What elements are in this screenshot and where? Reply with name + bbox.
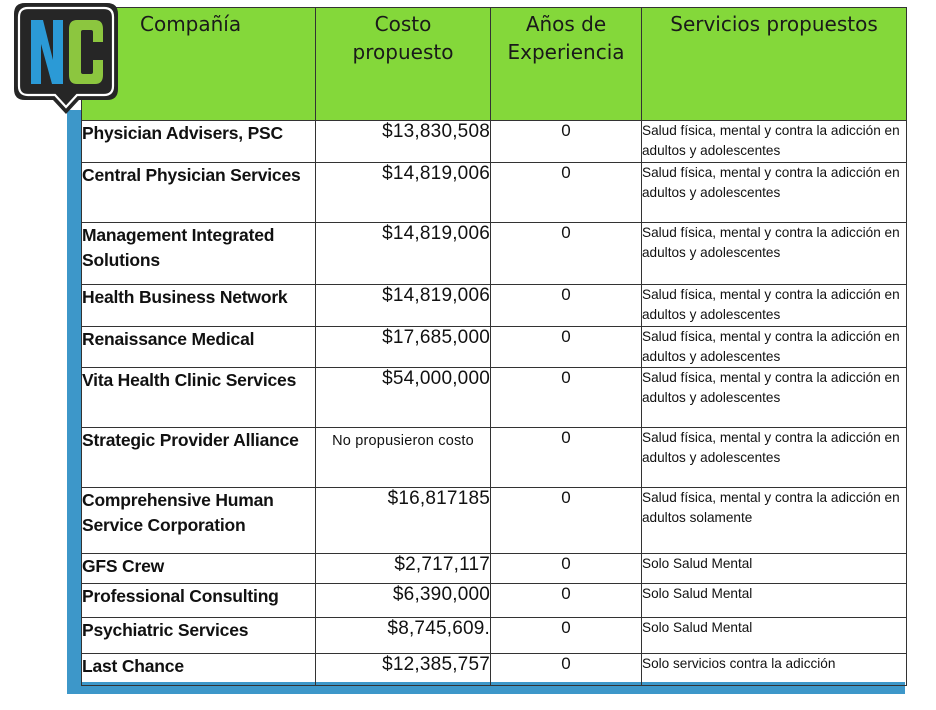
company-cell: Physician Advisers, PSC: [82, 121, 316, 163]
header-cost: [316, 8, 491, 121]
years-cell: 0: [491, 327, 642, 368]
years-cell: 0: [491, 488, 642, 554]
services-cell: Solo servicios contra la adicción: [642, 654, 907, 686]
cost-cell: $14,819,006: [316, 223, 491, 285]
header-years: [491, 8, 642, 121]
services-cell: Solo Salud Mental: [642, 618, 907, 654]
header-services-label: Servicios propuestos: [670, 12, 878, 36]
nc-logo: [13, 2, 119, 115]
header-years-line1: Años de: [525, 12, 607, 36]
cost-cell: $54,000,000: [316, 368, 491, 428]
cost-cell: $14,819,006: [316, 163, 491, 223]
cost-cell: No propusieron costo: [316, 428, 491, 488]
cost-cell: $2,717,117: [316, 554, 491, 584]
years-cell: 0: [491, 368, 642, 428]
table-row: [82, 428, 907, 488]
header-years-line2: Experiencia: [507, 40, 625, 64]
company-cell: Management Integrated Solutions: [82, 223, 316, 285]
company-cell: Last Chance: [82, 654, 316, 686]
header-services: [642, 8, 907, 121]
services-cell: Solo Salud Mental: [642, 554, 907, 584]
company-cell: Health Business Network: [82, 285, 316, 327]
services-cell: Solo Salud Mental: [642, 584, 907, 618]
years-cell: 0: [491, 121, 642, 163]
years-cell: 0: [491, 618, 642, 654]
years-cell: 0: [491, 554, 642, 584]
table-row: [82, 368, 907, 428]
logo-bubble-icon: [14, 3, 118, 114]
table-row: [82, 554, 907, 584]
cost-cell: $13,830,508: [316, 121, 491, 163]
years-cell: 0: [491, 163, 642, 223]
years-cell: 0: [491, 584, 642, 618]
cost-cell: $16,817185: [316, 488, 491, 554]
proposals-table: [81, 7, 907, 686]
company-cell: Professional Consulting: [82, 584, 316, 618]
services-cell: Salud física, mental y contra la adicción en adultos y adolescentes: [642, 327, 907, 368]
frame-left-bar: [67, 110, 81, 694]
years-cell: 0: [491, 428, 642, 488]
years-cell: 0: [491, 223, 642, 285]
cost-cell: $12,385,757: [316, 654, 491, 686]
cost-cell: $8,745,609.: [316, 618, 491, 654]
company-cell: Comprehensive Human Service Corporation: [82, 488, 316, 554]
table-row: [82, 121, 907, 163]
header-cost-line1: Costo: [374, 12, 432, 36]
table-row: [82, 285, 907, 327]
header-company-label: Compañía: [140, 12, 242, 36]
company-cell: Psychiatric Services: [82, 618, 316, 654]
years-cell: 0: [491, 654, 642, 686]
table-row: [82, 618, 907, 654]
table-row: [82, 488, 907, 554]
table-row: [82, 223, 907, 285]
years-cell: 0: [491, 285, 642, 327]
services-cell: Salud física, mental y contra la adicción en adultos solamente: [642, 488, 907, 554]
cost-cell: $6,390,000: [316, 584, 491, 618]
company-cell: Vita Health Clinic Services: [82, 368, 316, 428]
company-cell: Renaissance Medical: [82, 327, 316, 368]
services-cell: Salud física, mental y contra la adicción en adultos y adolescentes: [642, 121, 907, 163]
cost-cell: $14,819,006: [316, 285, 491, 327]
table-row: [82, 654, 907, 686]
header-cost-line2: propuesto: [352, 40, 454, 64]
services-cell: Salud física, mental y contra la adicción en adultos y adolescentes: [642, 285, 907, 327]
table-header-row: [82, 8, 907, 121]
services-cell: Salud física, mental y contra la adicción en adultos y adolescentes: [642, 223, 907, 285]
company-cell: GFS Crew: [82, 554, 316, 584]
table-row: [82, 163, 907, 223]
table-row: [82, 584, 907, 618]
table-row: [82, 327, 907, 368]
company-cell: Strategic Provider Alliance: [82, 428, 316, 488]
company-cell: Central Physician Services: [82, 163, 316, 223]
services-cell: Salud física, mental y contra la adicción en adultos y adolescentes: [642, 163, 907, 223]
services-cell: Salud física, mental y contra la adicción en adultos y adolescentes: [642, 368, 907, 428]
cost-cell: $17,685,000: [316, 327, 491, 368]
services-cell: Salud física, mental y contra la adicción en adultos y adolescentes: [642, 428, 907, 488]
